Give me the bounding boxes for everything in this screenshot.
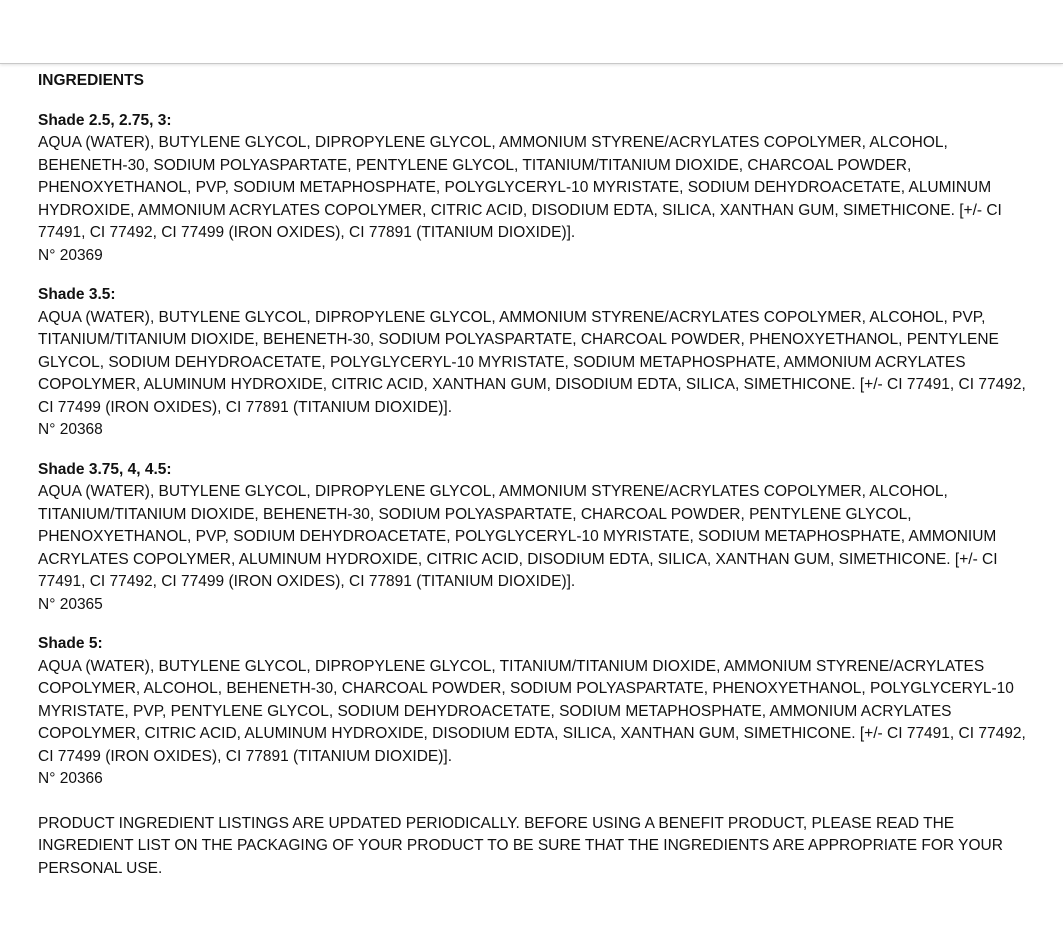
shade-ingredients: AQUA (WATER), BUTYLENE GLYCOL, DIPROPYLENE GLYCOL, AMMONIUM STYRENE/ACRYLATES COPOLYMER, ALCOHOL, TITANIUM/TITANIUM DIOXIDE, BEHENETH-30, SODIUM POLYASPARTATE, CHARCOAL POWDER, PENTYLENE GLYCOL, PHENOXYETHANOL, PVP, SODIUM DEHYDROACETATE, POLYGLYCERYL-10 MYRISTATE, SODIUM METAPHOSPHATE, AMMONIUM ACRYLATES COPOLYMER, ALUMINUM HYDROXIDE, CITRIC ACID, DISODIUM EDTA, SILICA, XANTHAN GUM, SIMETHICONE. [+/- CI 77491, CI 77492, CI 77499 (IRON OXIDES), CI 77891 (TITANIUM DIOXIDE)]. — [38, 483, 998, 590]
shade-title: Shade 5: — [38, 635, 103, 652]
ingredient-disclaimer: PRODUCT INGREDIENT LISTINGS ARE UPDATED PERIODICALLY. BEFORE USING A BENEFIT PRODUCT, PLEASE READ THE INGREDIENT LIST ON THE PACKAGING OF YOUR PRODUCT TO BE SURE THAT THE INGREDIENTS ARE APPROPRIATE FOR YOUR PERSONAL USE. — [38, 814, 1003, 877]
shade-ingredients: AQUA (WATER), BUTYLENE GLYCOL, DIPROPYLENE GLYCOL, AMMONIUM STYRENE/ACRYLATES COPOLYMER, ALCOHOL, BEHENETH-30, SODIUM POLYASPARTATE, PENTYLENE GLYCOL, TITANIUM/TITANIUM DIOXIDE, CHARCOAL POWDER, PHENOXYETHANOL, PVP, SODIUM METAPHOSPHATE, POLYGLYCERYL-10 MYRISTATE, SODIUM DEHYDROACETATE, ALUMINUM HYDROXIDE, AMMONIUM ACRYLATES COPOLYMER, CITRIC ACID, DISODIUM EDTA, SILICA, XANTHAN GUM, SIMETHICONE. [+/- CI 77491, CI 77492, CI 77499 (IRON OXIDES), CI 77891 (TITANIUM DIOXIDE)]. — [38, 134, 1002, 241]
shade-section — [38, 459, 1038, 617]
ingredients-panel — [38, 70, 1038, 880]
shade-title: Shade 3.75, 4, 4.5: — [38, 460, 172, 478]
shade-section — [38, 633, 1038, 791]
shade-section — [38, 284, 1038, 442]
ingredients-heading: INGREDIENTS — [38, 72, 144, 89]
shade-title: Shade 2.5, 2.75, 3: — [38, 111, 172, 129]
shade-number: N° 20366 — [38, 770, 103, 787]
top-header-bar — [0, 0, 1063, 64]
shade-title: Shade 3.5: — [38, 286, 116, 303]
shade-number: N° 20368 — [38, 421, 103, 438]
shade-section — [38, 110, 1038, 268]
shade-number: N° 20369 — [38, 246, 103, 264]
shade-number: N° 20365 — [38, 595, 103, 613]
shade-ingredients: AQUA (WATER), BUTYLENE GLYCOL, DIPROPYLENE GLYCOL, TITANIUM/TITANIUM DIOXIDE, AMMONIUM STYRENE/ACRYLATES COPOLYMER, ALCOHOL, BEHENETH-30, CHARCOAL POWDER, SODIUM POLYASPARTATE, PHENOXYETHANOL, POLYGLYCERYL-10 MYRISTATE, PVP, PENTYLENE GLYCOL, SODIUM DEHYDROACETATE, SODIUM METAPHOSPHATE, AMMONIUM ACRYLATES COPOLYMER, CITRIC ACID, ALUMINUM HYDROXIDE, DISODIUM EDTA, SILICA, XANTHAN GUM, SIMETHICONE. [+/- CI 77491, CI 77492, CI 77499 (IRON OXIDES), CI 77891 (TITANIUM DIOXIDE)]. — [38, 657, 1026, 765]
shade-ingredients: AQUA (WATER), BUTYLENE GLYCOL, DIPROPYLENE GLYCOL, AMMONIUM STYRENE/ACRYLATES COPOLYMER, ALCOHOL, PVP, TITANIUM/TITANIUM DIOXIDE, BEHENETH-30, SODIUM POLYASPARTATE, CHARCOAL POWDER, PHENOXYETHANOL, PENTYLENE GLYCOL, SODIUM DEHYDROACETATE, POLYGLYCERYL-10 MYRISTATE, SODIUM METAPHOSPHATE, AMMONIUM ACRYLATES COPOLYMER, ALUMINUM HYDROXIDE, CITRIC ACID, XANTHAN GUM, DISODIUM EDTA, SILICA, SIMETHICONE. [+/- CI 77491, CI 77492, CI 77499 (IRON OXIDES), CI 77891 (TITANIUM DIOXIDE)]. — [38, 308, 1026, 416]
